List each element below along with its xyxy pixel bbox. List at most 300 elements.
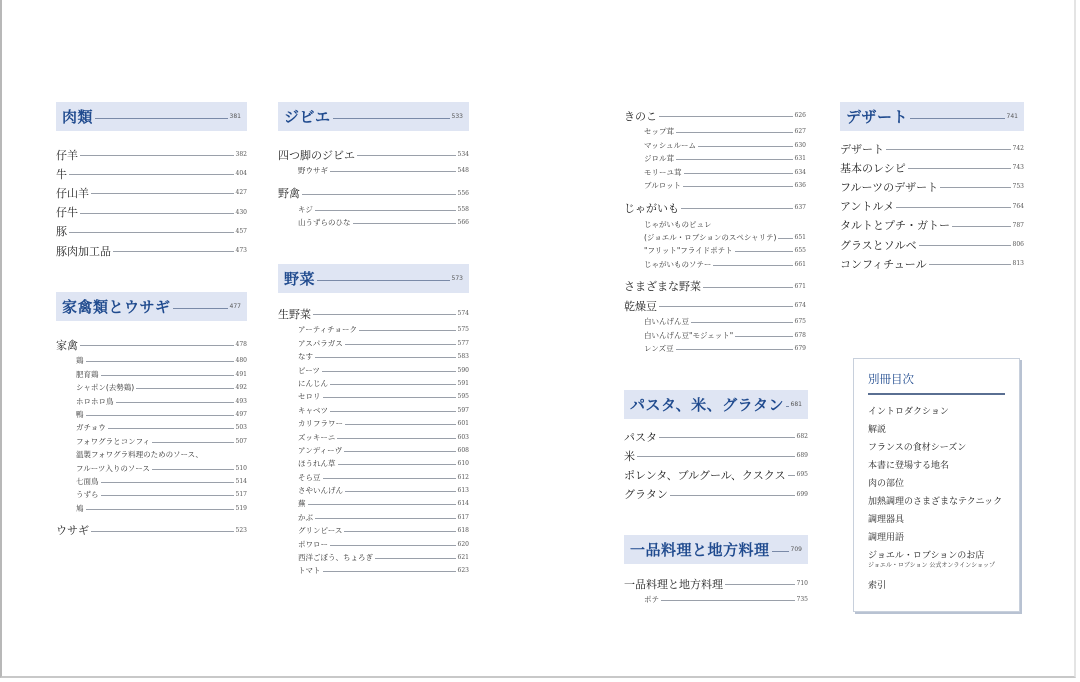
toc-subentry[interactable] bbox=[278, 390, 469, 403]
toc-subentry[interactable] bbox=[624, 342, 806, 355]
toc-subentry[interactable] bbox=[56, 435, 247, 448]
entry-label: 牛 bbox=[56, 167, 67, 181]
supplement-item[interactable]: 解説 bbox=[868, 425, 887, 435]
page-number: 813 bbox=[1012, 260, 1024, 268]
entry-label: 白いんげん豆"モジェット" bbox=[644, 330, 734, 340]
toc-subentry[interactable] bbox=[278, 337, 469, 350]
section-title: ジビエ bbox=[284, 108, 331, 126]
page-number: 493 bbox=[235, 397, 247, 405]
page-number: 637 bbox=[794, 204, 806, 212]
page-number: 480 bbox=[235, 357, 247, 365]
dot-leader bbox=[940, 187, 1010, 188]
toc-subentry[interactable] bbox=[278, 377, 469, 390]
toc-subentry[interactable] bbox=[278, 203, 469, 216]
entry-label: "フリット"フライドポテト bbox=[644, 246, 733, 256]
toc-subentry[interactable] bbox=[278, 417, 469, 430]
dot-leader bbox=[80, 155, 234, 156]
entry-list bbox=[840, 139, 1024, 273]
toc-entry[interactable] bbox=[56, 241, 247, 260]
section-title: 肉類 bbox=[62, 108, 94, 126]
page-number: 678 bbox=[794, 331, 806, 339]
dot-leader bbox=[691, 322, 793, 323]
toc-entry[interactable] bbox=[624, 277, 806, 296]
entry-list bbox=[624, 574, 808, 607]
dot-leader bbox=[91, 531, 234, 532]
dot-leader bbox=[302, 194, 456, 195]
entry-label: 鴨 bbox=[76, 409, 84, 419]
toc-subentry[interactable] bbox=[624, 125, 806, 138]
page-number: 556 bbox=[457, 189, 469, 197]
toc-subentry[interactable] bbox=[278, 164, 469, 177]
toc-column-4 bbox=[840, 102, 1024, 273]
toc-column-2b bbox=[278, 264, 469, 578]
section-title: 家禽類とウサギ bbox=[62, 298, 171, 316]
toc-subentry[interactable] bbox=[278, 497, 469, 510]
toc-entry[interactable] bbox=[624, 446, 808, 465]
dot-leader bbox=[101, 495, 234, 496]
dot-leader bbox=[661, 600, 795, 601]
page-number: 709 bbox=[790, 546, 802, 553]
page-number: 623 bbox=[457, 567, 469, 575]
entry-label: キジ bbox=[298, 204, 313, 214]
page-number: 478 bbox=[235, 341, 247, 349]
dot-leader bbox=[323, 397, 456, 398]
page-number: 612 bbox=[457, 473, 469, 481]
dot-leader bbox=[323, 571, 456, 572]
dot-leader bbox=[330, 545, 456, 546]
entry-label: デザート bbox=[840, 142, 884, 156]
entry-label: フルーツ入りのソース bbox=[76, 463, 150, 473]
entry-list bbox=[624, 106, 806, 355]
section-title: 野菜 bbox=[284, 270, 316, 288]
entry-label: グラスとソルベ bbox=[840, 238, 917, 252]
page-number: 743 bbox=[1012, 164, 1024, 172]
page-number: 620 bbox=[457, 540, 469, 548]
supplement-item-index[interactable]: 索引 bbox=[868, 581, 887, 591]
toc-entry[interactable] bbox=[840, 216, 1024, 235]
toc-subentry[interactable] bbox=[624, 217, 806, 230]
page-number: 575 bbox=[457, 326, 469, 334]
page-number: 764 bbox=[1012, 202, 1024, 210]
section-title: パスタ、米、グラタン bbox=[630, 396, 784, 414]
dot-leader bbox=[330, 171, 456, 172]
toc-entry[interactable] bbox=[278, 184, 469, 203]
dot-leader bbox=[908, 168, 1011, 169]
toc-entry[interactable] bbox=[56, 183, 247, 202]
dot-leader bbox=[173, 308, 228, 309]
toc-subentry[interactable] bbox=[624, 244, 806, 257]
toc-subentry[interactable] bbox=[278, 551, 469, 564]
toc-subentry[interactable] bbox=[278, 363, 469, 376]
dot-leader bbox=[919, 245, 1011, 246]
entry-label: ビーツ bbox=[298, 365, 320, 375]
toc-subentry[interactable] bbox=[56, 488, 247, 501]
toc-subentry[interactable] bbox=[278, 323, 469, 336]
dot-leader bbox=[69, 232, 234, 233]
entry-label: フルーツのデザート bbox=[840, 180, 939, 194]
dot-leader bbox=[136, 388, 233, 389]
dot-leader bbox=[683, 186, 792, 187]
toc-entry[interactable] bbox=[278, 145, 469, 164]
dot-leader bbox=[345, 424, 456, 425]
dot-leader bbox=[308, 504, 456, 505]
page-number: 427 bbox=[235, 189, 247, 197]
entry-label: 鶏 bbox=[76, 356, 84, 366]
dot-leader bbox=[322, 371, 456, 372]
entry-label: ブルロット bbox=[644, 180, 682, 190]
entry-label: 基本のレシピ bbox=[840, 161, 906, 175]
page-number: 681 bbox=[790, 401, 802, 408]
dot-leader bbox=[330, 384, 456, 385]
supplement-title: 別冊目次 bbox=[868, 371, 1005, 395]
toc-subentry[interactable] bbox=[624, 593, 808, 606]
section-heading-dessert[interactable] bbox=[840, 102, 1024, 131]
toc-subentry[interactable] bbox=[56, 368, 247, 381]
page-number: 689 bbox=[796, 452, 808, 460]
toc-subentry[interactable] bbox=[56, 501, 247, 514]
dot-leader bbox=[80, 345, 234, 346]
dot-leader bbox=[86, 361, 234, 362]
dot-leader bbox=[676, 132, 793, 133]
dot-leader bbox=[676, 349, 793, 350]
supplement-item[interactable]: 調理用語 bbox=[868, 533, 905, 543]
entry-label: うずら bbox=[76, 490, 99, 500]
page-number: 497 bbox=[235, 410, 247, 418]
entry-label: ポワロー bbox=[298, 539, 328, 549]
entry-label: ポレンタ、ブルグール、クスクス bbox=[624, 468, 786, 482]
toc-subentry[interactable] bbox=[278, 511, 469, 524]
toc-entry[interactable] bbox=[56, 335, 247, 354]
entry-label: グリンピース bbox=[298, 526, 343, 536]
entry-list bbox=[56, 335, 247, 540]
entry-label: 山うずらのひな bbox=[298, 218, 351, 228]
dot-leader bbox=[95, 118, 228, 119]
entry-label: ポテ bbox=[644, 595, 659, 605]
entry-label: アントルメ bbox=[840, 200, 895, 214]
dot-leader bbox=[69, 174, 234, 175]
page-number: 595 bbox=[457, 393, 469, 401]
entry-label: さまざまな野菜 bbox=[624, 280, 701, 294]
entry-label: 四つ脚のジビエ bbox=[278, 148, 355, 162]
dot-leader bbox=[315, 210, 456, 211]
dot-leader bbox=[116, 402, 234, 403]
toc-entry[interactable] bbox=[624, 427, 808, 446]
dot-leader bbox=[338, 464, 456, 465]
entry-label: セロリ bbox=[298, 392, 321, 402]
page-number: 617 bbox=[457, 513, 469, 521]
section-heading-poultry[interactable] bbox=[56, 292, 247, 321]
toc-subentry[interactable] bbox=[278, 216, 469, 229]
toc-entry[interactable] bbox=[56, 222, 247, 241]
toc-subentry[interactable] bbox=[278, 430, 469, 443]
supplement-item[interactable]: ジョエル・ロブションのお店 bbox=[868, 551, 985, 561]
entry-label: 米 bbox=[624, 449, 635, 463]
entry-label: 肥育鶏 bbox=[76, 369, 99, 379]
toc-entry[interactable] bbox=[840, 158, 1024, 177]
page-number: 473 bbox=[235, 247, 247, 255]
page-number: 614 bbox=[457, 500, 469, 508]
entry-label: ガチョウ bbox=[76, 423, 106, 433]
supplement-item[interactable]: 調理器具 bbox=[868, 515, 905, 525]
toc-subentry[interactable] bbox=[624, 179, 806, 192]
toc-subentry[interactable] bbox=[56, 381, 247, 394]
toc-subentry[interactable] bbox=[624, 139, 806, 152]
dot-leader bbox=[91, 193, 234, 194]
page-number: 514 bbox=[235, 477, 247, 485]
page-number: 630 bbox=[794, 141, 806, 149]
page-number: 631 bbox=[794, 155, 806, 163]
page-number: 457 bbox=[235, 227, 247, 235]
toc-subentry[interactable] bbox=[624, 165, 806, 178]
page-number: 682 bbox=[796, 433, 808, 441]
entry-label: 一品料理と地方料理 bbox=[624, 577, 723, 591]
page-number: 574 bbox=[457, 310, 469, 318]
entry-label: モリーユ茸 bbox=[644, 167, 682, 177]
section-heading-regional[interactable] bbox=[624, 535, 808, 564]
dot-leader bbox=[86, 415, 234, 416]
page-number: 558 bbox=[457, 205, 469, 213]
toc-subentry[interactable] bbox=[278, 537, 469, 550]
entry-label: ズッキーニ bbox=[298, 432, 336, 442]
entry-label: 仔牛 bbox=[56, 206, 78, 220]
page-number: 675 bbox=[794, 318, 806, 326]
dot-leader bbox=[101, 375, 234, 376]
dot-leader bbox=[333, 118, 450, 119]
section-title: 一品料理と地方料理 bbox=[630, 541, 770, 559]
page-number: 517 bbox=[235, 491, 247, 499]
toc-subentry[interactable] bbox=[56, 408, 247, 421]
entry-label: じゃがいものソテー bbox=[644, 259, 712, 269]
toc-entry[interactable] bbox=[56, 164, 247, 183]
entry-label: レンズ豆 bbox=[644, 344, 674, 354]
entry-label: アーティチョーク bbox=[298, 325, 357, 335]
entry-list bbox=[624, 427, 808, 504]
page-number: 603 bbox=[457, 433, 469, 441]
toc-entry[interactable] bbox=[56, 203, 247, 222]
entry-label: マッシュルーム bbox=[644, 140, 697, 150]
dot-leader bbox=[698, 146, 792, 147]
toc-subentry[interactable] bbox=[624, 329, 806, 342]
entry-label: 野禽 bbox=[278, 187, 300, 201]
toc-subentry[interactable] bbox=[278, 404, 469, 417]
dot-leader bbox=[315, 518, 456, 519]
entry-label: 鳩 bbox=[76, 503, 84, 513]
entry-label: セップ茸 bbox=[644, 127, 674, 137]
supplement-item[interactable]: 本書に登場する地名 bbox=[868, 461, 950, 471]
toc-subentry[interactable] bbox=[624, 231, 806, 244]
toc-subentry[interactable] bbox=[56, 461, 247, 474]
dot-leader bbox=[910, 118, 1005, 119]
page-number: 591 bbox=[457, 379, 469, 387]
dot-leader bbox=[735, 336, 792, 337]
entry-label: シャポン(去勢鶏) bbox=[76, 383, 135, 393]
page-number: 806 bbox=[1012, 241, 1024, 249]
toc-entry[interactable] bbox=[840, 177, 1024, 196]
dot-leader bbox=[659, 116, 793, 117]
dot-leader bbox=[703, 287, 793, 288]
entry-label: グラタン bbox=[624, 488, 668, 502]
dot-leader bbox=[101, 482, 234, 483]
toc-entry[interactable] bbox=[624, 198, 806, 217]
dot-leader bbox=[637, 456, 795, 457]
page-number: 636 bbox=[794, 181, 806, 189]
supplement-list bbox=[868, 403, 1005, 565]
entry-list bbox=[278, 304, 469, 578]
toc-subentry[interactable] bbox=[56, 421, 247, 434]
dot-leader bbox=[344, 451, 455, 452]
page-number: 590 bbox=[457, 366, 469, 374]
entry-label: ジロル茸 bbox=[644, 154, 674, 164]
supplement-item[interactable]: イントロダクション bbox=[868, 407, 949, 417]
page-number: 671 bbox=[794, 282, 806, 290]
toc-entry[interactable] bbox=[624, 106, 806, 125]
dot-leader bbox=[786, 406, 789, 407]
page-number: 492 bbox=[235, 384, 247, 392]
toc-subentry[interactable] bbox=[278, 484, 469, 497]
entry-label: そら豆 bbox=[298, 472, 321, 482]
page-number: 566 bbox=[457, 219, 469, 227]
page-number: 608 bbox=[457, 446, 469, 454]
page-number: 430 bbox=[235, 208, 247, 216]
toc-entry[interactable] bbox=[624, 485, 808, 504]
toc-entry[interactable] bbox=[840, 197, 1024, 216]
section-heading-gibier[interactable] bbox=[278, 102, 469, 131]
page-number: 626 bbox=[794, 112, 806, 120]
toc-subentry[interactable] bbox=[624, 258, 806, 271]
entry-label: (ジョエル・ロブションのスペシャリテ) bbox=[644, 232, 777, 242]
page-number: 577 bbox=[457, 339, 469, 347]
section-heading-meat[interactable] bbox=[56, 102, 247, 131]
entry-label: 蕪 bbox=[298, 499, 306, 509]
toc-entry[interactable] bbox=[840, 139, 1024, 158]
toc-entry[interactable] bbox=[278, 304, 469, 323]
dot-leader bbox=[676, 159, 793, 160]
page-number: 699 bbox=[796, 490, 808, 498]
entry-label: キャベツ bbox=[298, 405, 328, 415]
page-number: 523 bbox=[235, 526, 247, 534]
page-number: 655 bbox=[794, 247, 806, 255]
page-number: 510 bbox=[235, 464, 247, 472]
dot-leader bbox=[317, 280, 450, 281]
toc-subentry[interactable] bbox=[278, 524, 469, 537]
toc-subentry[interactable] bbox=[56, 448, 247, 461]
dot-leader bbox=[681, 208, 793, 209]
page-number: 597 bbox=[457, 406, 469, 414]
entry-label: パスタ bbox=[624, 430, 657, 444]
page-number: 613 bbox=[457, 487, 469, 495]
dot-leader bbox=[772, 551, 789, 552]
toc-entry[interactable] bbox=[624, 574, 808, 593]
dot-leader bbox=[659, 306, 793, 307]
toc-entry[interactable] bbox=[56, 145, 247, 164]
entry-label: 豚肉加工品 bbox=[56, 244, 111, 258]
entry-label: 西洋ごぼう、ちょろぎ bbox=[298, 553, 373, 563]
dot-leader bbox=[952, 226, 1011, 227]
supplement-item[interactable]: 肉の部位 bbox=[868, 479, 905, 489]
toc-entry[interactable] bbox=[840, 254, 1024, 273]
entry-label: なす bbox=[298, 352, 313, 362]
page-number: 503 bbox=[235, 424, 247, 432]
section-heading-pasta[interactable] bbox=[624, 390, 808, 419]
dot-leader bbox=[330, 411, 456, 412]
page-number: 753 bbox=[1012, 183, 1024, 191]
dot-leader bbox=[313, 314, 456, 315]
toc-subentry[interactable] bbox=[624, 152, 806, 165]
toc-subentry[interactable] bbox=[56, 354, 247, 367]
entry-label: 乾燥豆 bbox=[624, 299, 657, 313]
toc-subentry[interactable] bbox=[278, 444, 469, 457]
supplement-item[interactable]: フランスの食材シーズン bbox=[868, 443, 967, 453]
entry-label: フォワグラとコンフィ bbox=[76, 436, 151, 446]
toc-entry[interactable] bbox=[624, 465, 808, 484]
entry-label: アンディーヴ bbox=[298, 445, 343, 455]
entry-label: さやいんげん bbox=[298, 486, 343, 496]
entry-label: かぶ bbox=[298, 512, 313, 522]
toc-entry[interactable] bbox=[624, 296, 806, 315]
page-number: 627 bbox=[794, 128, 806, 136]
page-number: 610 bbox=[457, 460, 469, 468]
dot-leader bbox=[86, 509, 234, 510]
dot-leader bbox=[152, 469, 234, 470]
dot-leader bbox=[735, 251, 793, 252]
dot-leader bbox=[359, 330, 456, 331]
page-number: 661 bbox=[794, 260, 806, 268]
dot-leader bbox=[357, 155, 456, 156]
entry-label: 仔山羊 bbox=[56, 186, 89, 200]
entry-label: ホロホロ鳥 bbox=[76, 396, 114, 406]
page-number: 477 bbox=[229, 303, 241, 310]
supplement-contents-box bbox=[853, 358, 1020, 612]
dot-leader bbox=[113, 251, 234, 252]
dot-leader bbox=[375, 558, 456, 559]
section-heading-vegetables[interactable] bbox=[278, 264, 469, 293]
dot-leader bbox=[788, 475, 795, 476]
dot-leader bbox=[778, 238, 792, 239]
entry-label: 白いんげん豆 bbox=[644, 317, 689, 327]
toc-subentry[interactable] bbox=[56, 475, 247, 488]
page-number: 621 bbox=[457, 554, 469, 562]
toc-subentry[interactable] bbox=[278, 564, 469, 577]
toc-subentry[interactable] bbox=[278, 470, 469, 483]
supplement-item[interactable]: 加熱調理のさまざまなテクニック bbox=[868, 497, 1003, 507]
page-number: 742 bbox=[1012, 145, 1024, 153]
dot-leader bbox=[725, 584, 795, 585]
page-number: 787 bbox=[1012, 221, 1024, 229]
page-number: 382 bbox=[235, 151, 247, 159]
entry-label: きのこ bbox=[624, 109, 657, 123]
page-number: 507 bbox=[235, 437, 247, 445]
entry-label: 仔羊 bbox=[56, 148, 78, 162]
toc-subentry[interactable] bbox=[278, 350, 469, 363]
page-number: 601 bbox=[457, 420, 469, 428]
page-number: 573 bbox=[451, 275, 463, 282]
entry-label: にんじん bbox=[298, 378, 328, 388]
entry-label: アスパラガス bbox=[298, 338, 343, 348]
section-title: デザート bbox=[846, 108, 909, 126]
dot-leader bbox=[323, 478, 456, 479]
toc-entry[interactable] bbox=[56, 521, 247, 540]
page-number: 741 bbox=[1006, 113, 1018, 120]
toc-column-2 bbox=[278, 102, 469, 230]
toc-subentry[interactable] bbox=[278, 457, 469, 470]
toc-entry[interactable] bbox=[840, 235, 1024, 254]
entry-list bbox=[278, 145, 469, 230]
toc-subentry[interactable] bbox=[624, 315, 806, 328]
dot-leader bbox=[659, 437, 795, 438]
dot-leader bbox=[929, 264, 1011, 265]
toc-subentry[interactable] bbox=[56, 394, 247, 407]
page-number: 534 bbox=[457, 151, 469, 159]
